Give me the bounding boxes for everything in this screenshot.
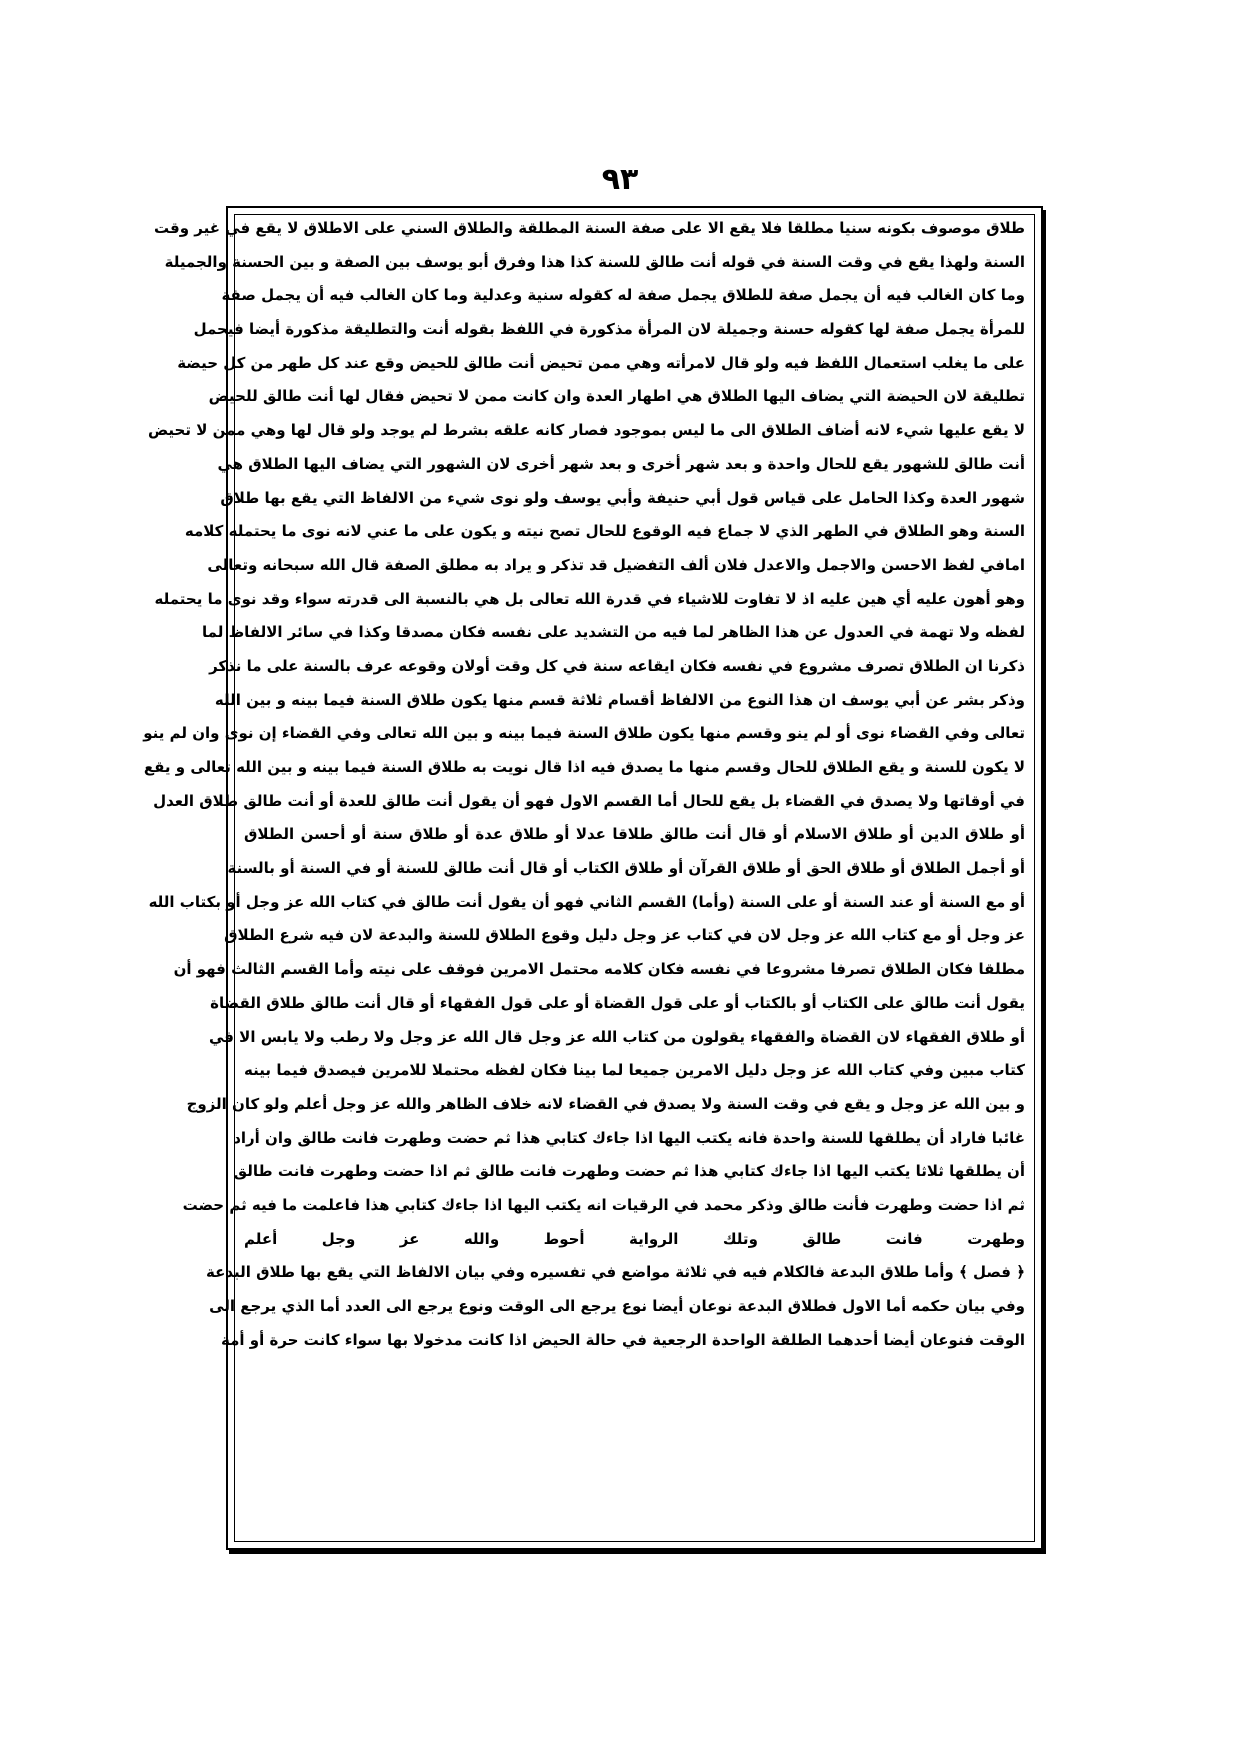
text-line: السنة وهو الطلاق في الطهر الذي لا جماع فيه الوقوع للحال تصح نيته و يكون على ما عني لانه نوى ما يحتمله كلامه [184,522,1025,541]
text-line: السنة ولهذا يقع في وقت السنة في قوله أنت طالق للسنة كذا هذا وفرق أبو يوسف بين الصفة و بين الحسنة والجميلة [164,252,1025,271]
text-line: ذكرنا ان الطلاق تصرف مشروع في نفسه فكان ايقاعه سنة في كل وقت أولان وقوعه عرف بالسنة على ما نذكر [209,656,1025,675]
text-line: لا يقع عليها شيء لانه أضاف الطلاق الى ما ليس بموجود فصار كانه علقه بشرط لم يوجد ولو قال لها وهي ممن لا تحيض [147,421,1025,440]
text-line: تطليقة لان الحيضة التي يضاف اليها الطلاق هي اطهار العدة وان كانت ممن لا تحيض فقال لها أنت طالق للحيض [208,387,1025,406]
text-line: على ما يغلب استعمال اللفظ فيه ولو قال لامرأته وهي ممن تحيض أنت طالق للحيض وقع عند كل طهر من كل حيضة [177,353,1025,372]
text-line: أو طلاق الدين أو طلاق الاسلام أو قال أنت طالق طلاقا عدلا أو طلاق عدة أو طلاق سنة أو أحسن الطلاق [244,825,1025,844]
text-line: عز وجل أو مع كتاب الله عز وجل لان في كتاب عز وجل دليل وقوع الطلاق للسنة والبدعة لان فيه شرع الطلاق [224,926,1025,945]
page-border [143,206,1043,1550]
text-line: في أوقاتها ولا يصدق في القضاء بل يقع للحال أما القسم الاول فهو أن يقول أنت طالق للعدة أو أنت طالق طلاق العدل [153,791,1025,810]
text-line: أو أجمل الطلاق أو طلاق الحق أو طلاق القرآن أو طلاق الكتاب أو قال أنت طالق للسنة أو في السنة أو بالسنة [227,859,1025,878]
text-line: وما كان الغالب فيه أن يجمل صفة للطلاق يجمل صفة له كقوله سنية وعدلية وما كان الغالب فيه أن يجمل صفة [221,286,1025,305]
text-line: و بين الله عز وجل و يقع في وقت السنة ولا يصدق في القضاء لانه خلاف الظاهر والله عز وجل أعلم ولو كان الزوج [186,1094,1025,1113]
text-line: للمرأة يجمل صفة لها كقوله حسنة وجميلة لان المرأة مذكورة في اللفظ بقوله أنت والتطليقة مذكورة أيضا فيحمل [193,320,1025,339]
text-line: امافي لفظ الاحسن والاجمل والاعدل فلان ألف التفضيل قد تذكر و يراد به مطلق الصفة قال الله سبحانه وتعالى [207,555,1025,574]
text-line: وطهرت فانت طالق وتلك الرواية أحوط والله عز وجل أعلم [244,1229,1025,1248]
text-line: طلاق موصوف بكونه سنيا مطلقا فلا يقع الا على صفة السنة المطلقة والطلاق السني على الاطلاق لا يقع في غير وقت [154,219,1025,237]
text-line: كتاب مبين وفي كتاب الله عز وجل دليل الامرين جميعا لما بينا فكان لفظه محتملا للامرين فيصدق فيما بينه [244,1061,1025,1080]
section-heading-line: ﴿ فصل ﴾ وأما طلاق البدعة فالكلام فيه في ثلاثة مواضع في تفسيره وفي بيان الالفاظ التي يقع بها طلاق البدعة [206,1263,1025,1282]
text-line: أو طلاق الفقهاء لان القضاة والفقهاء يقولون من كتاب الله عز وجل قال الله عز وجل ولا رطب ولا يابس الا في [208,1027,1025,1046]
text-line: غائبا فاراد أن يطلقها للسنة واحدة فانه يكتب اليها اذا جاءك كتابي هذا ثم حضت وطهرت فانت طالق وان أراد [233,1128,1025,1147]
text-line: الوقت فنوعان أيضا أحدهما الطلقة الواحدة الرجعية في حالة الحيض اذا كانت مدخولا بها سواء كانت حرة أو أمة [221,1330,1025,1349]
text-line: أو مع السنة أو عند السنة أو على السنة (وأما) القسم الثاني فهو أن يقول أنت طالق في كتاب الله عز وجل أو بكتاب الله [148,892,1025,911]
text-line: أنت طالق للشهور يقع للحال واحدة و بعد شهر أخرى و بعد شهر أخرى لان الشهور التي يضاف اليها الطلاق هي [217,454,1025,473]
text-line: لفظه ولا تهمة في العدول عن هذا الظاهر لما فيه من التشديد على نفسه فكان مصدقا وكذا في سائر الالفاظ لما [202,623,1025,642]
text-line: أن يطلقها ثلاثا يكتب اليها اذا جاءك كتابي هذا ثم حضت وطهرت فانت طالق ثم اذا حضت وطهرت فانت طالق [233,1162,1025,1181]
text-line: ثم اذا حضت وطهرت فأنت طالق وذكر محمد في الرقيات انه يكتب اليها اذا جاءك كتابي هذا فاعلمت ما فيه ثم حضت [182,1195,1025,1214]
text-line: وهو أهون عليه أي هين عليه اذ لا تفاوت للاشياء في قدرة الله تعالى بل هي بالنسبة الى قدرته سواء وقد نوى ما يحتمله [154,589,1025,608]
main-text [143,212,1025,1357]
text-line: لا يكون للسنة و يقع الطلاق للحال وقسم منها ما يصدق فيه اذا قال نويت به طلاق السنة فيما بينه و بين الله تعالى و يقع [143,758,1025,776]
page-number: ٩٣ [601,162,639,197]
text-line: يقول أنت طالق على الكتاب أو بالكتاب أو على قول القضاة أو على قول الفقهاء أو قال أنت طالق طلاق القضاة [210,993,1025,1012]
text-line: مطلقا فكان الطلاق تصرفا مشروعا في نفسه فكان كلامه محتمل الامرين فوقف على نيته وأما القسم الثالث فهو أن [173,960,1025,979]
text-line: شهور العدة وكذا الحامل على قياس قول أبي حنيفة وأبي يوسف ولو نوى شيء من الالفاظ التي يقع بها طلاق [220,488,1025,507]
text-line: وذكر بشر عن أبي يوسف ان هذا النوع من الالفاظ أقسام ثلاثة قسم منها يكون طلاق السنة فيما بينه و بين الله [214,690,1025,709]
text-line: وفي بيان حكمه أما الاول فطلاق البدعة نوعان أيضا نوع يرجع الى الوقت ونوع يرجع الى العدد أما الذي يرجع الى [209,1297,1025,1315]
text-line: تعالى وفي القضاء نوى أو لم ينو وقسم منها يكون طلاق السنة فيما بينه و بين الله تعالى وفي القضاء إن نوى وان لم ينو [143,724,1025,743]
